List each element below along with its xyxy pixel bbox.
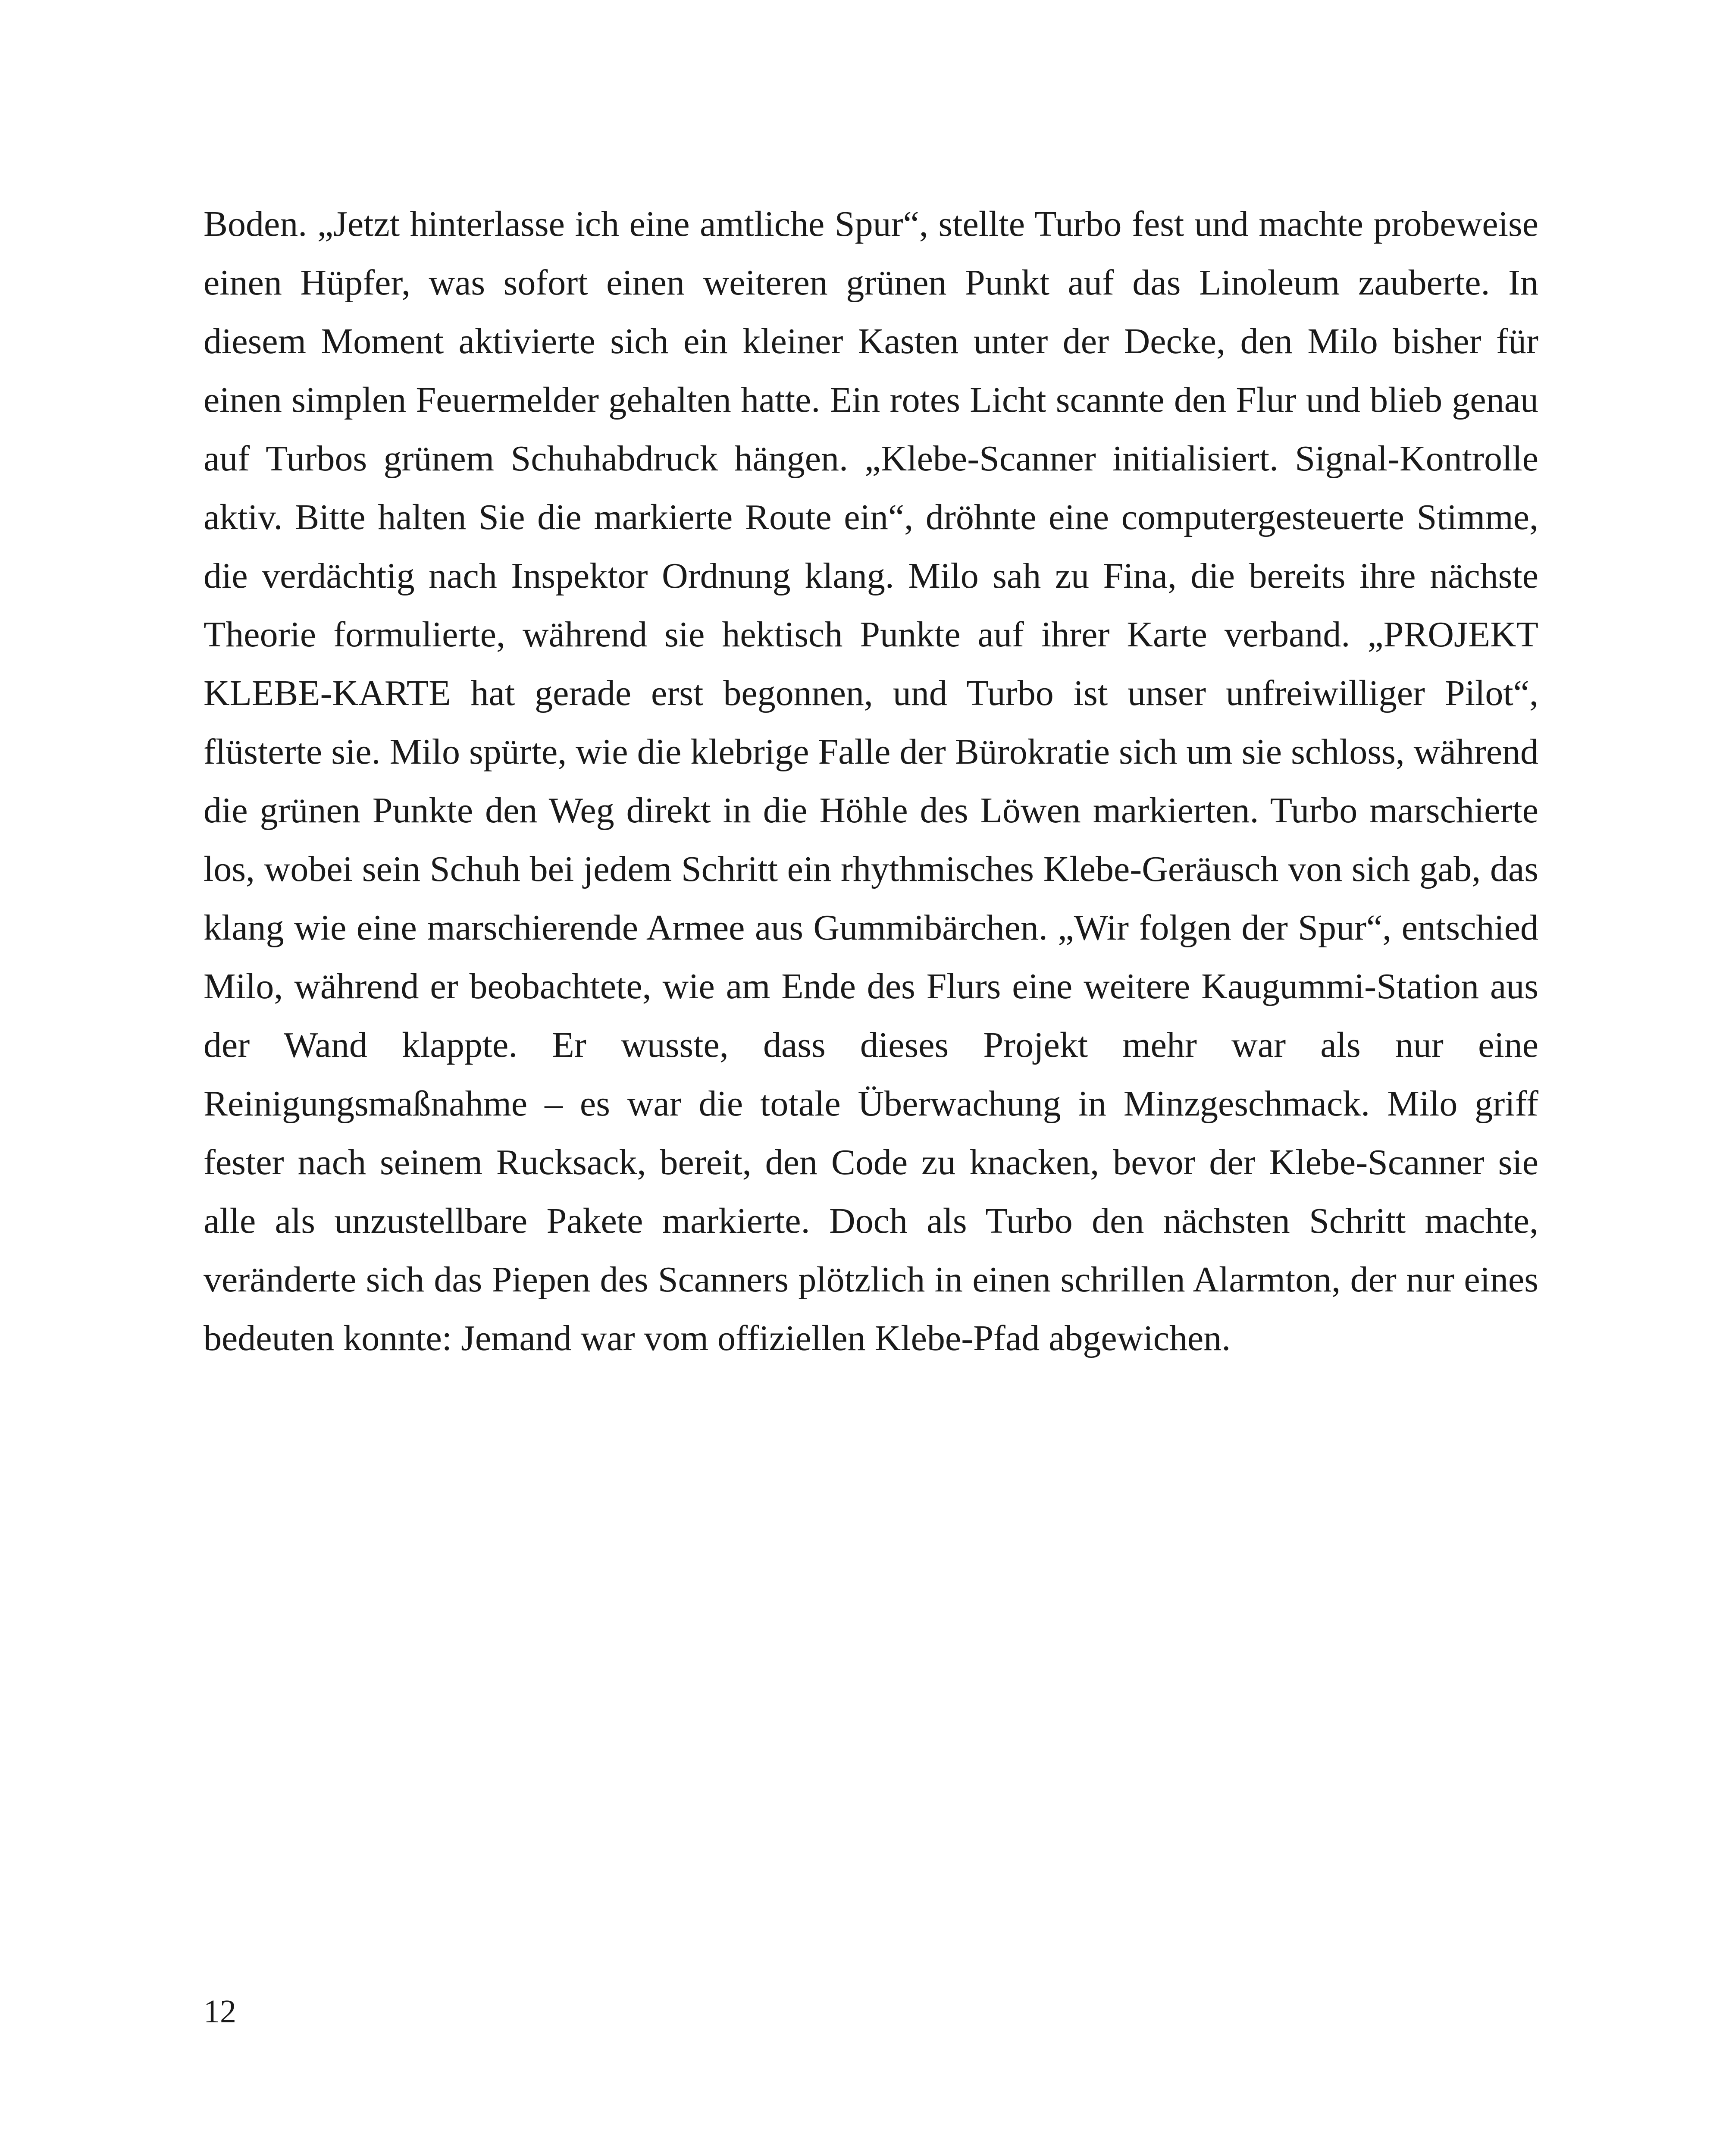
page-number: 12 xyxy=(204,1993,236,2030)
body-paragraph: Boden. „Jetzt hinterlasse ich eine amtliche Spur“, stellte Turbo fest und machte probeweise einen Hüpfer, was sofort einen weiteren grünen Punkt auf das Linoleum zauberte. In diesem Moment aktivierte sich ein kleiner Kasten unter der Decke, den Milo bisher für einen simplen Feuermelder gehalten hatte. Ein rotes Licht scannte den Flur und blieb genau auf Turbos grünem Schuhabdruck hängen. „Klebe-Scanner initialisiert. Signal-Kontrolle aktiv. Bitte halten Sie die markierte Route ein“, dröhnte eine computergesteuerte Stimme, die verdächtig nach Inspektor Ordnung klang. Milo sah zu Fina, die bereits ihre nächste Theorie formulierte, während sie hektisch Punkte auf ihrer Karte verband. „PROJEKT KLEBE-KARTE hat gerade erst begonnen, und Turbo ist unser unfreiwilliger Pilot“, flüsterte sie. Milo spürte, wie die klebrige Falle der Bürokratie sich um sie schloss, während die grünen Punkte den Weg direkt in die Höhle des Löwen markierten. Turbo marschierte los, wobei sein Schuh bei jedem Schritt ein rhythmisches Klebe-Geräusch von sich gab, das klang wie eine marschierende Armee aus Gummibärchen. „Wir folgen der Spur“, entschied Milo, während er beobachtete, wie am Ende des Flurs eine weitere Kaugummi-Station aus der Wand klappte. Er wusste, dass dieses Projekt mehr war als nur eine Reinigungsmaßnahme – es war die totale Überwachung in Minzgeschmack. Milo griff fester nach seinem Rucksack, bereit, den Code zu knacken, bevor der Klebe-Scanner sie alle als unzustellbare Pakete markierte. Doch als Turbo den nächsten Schritt machte, veränderte sich das Piepen des Scanners plötzlich in einen schrillen Alarmton, der nur eines bedeuten konnte: Jemand war vom offiziellen Klebe-Pfad abgewichen. xyxy=(204,204,1538,1358)
